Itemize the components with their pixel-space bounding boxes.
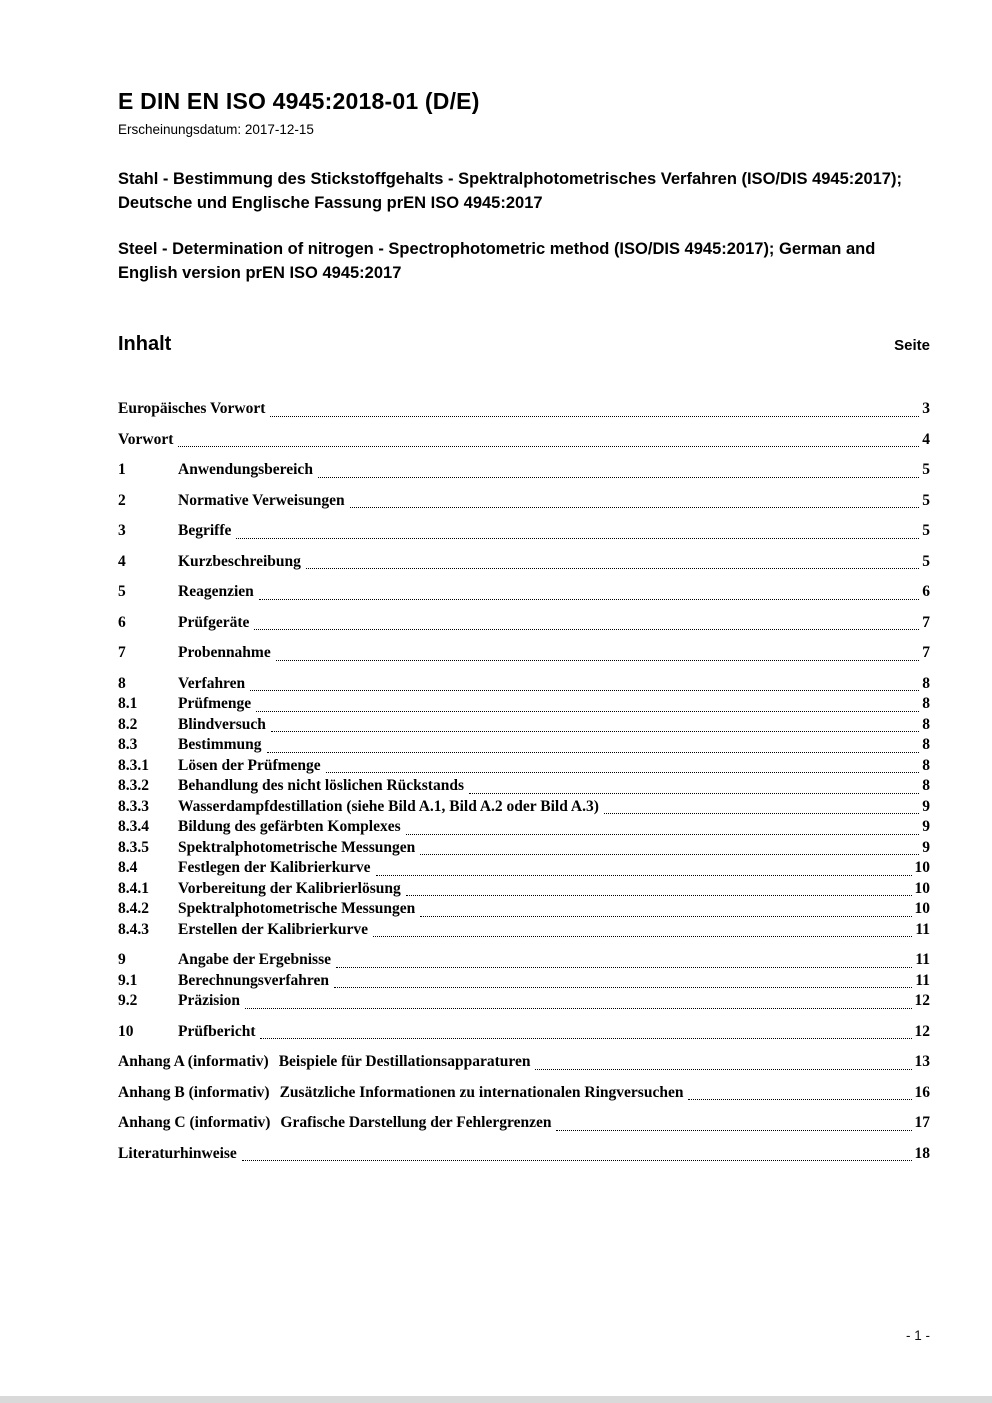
toc-leader-dots — [306, 553, 919, 570]
toc-entry-page: 8 — [922, 715, 930, 733]
toc-entry — [118, 716, 930, 737]
publication-date: Erscheinungsdatum: 2017-12-15 — [118, 122, 314, 137]
toc-entry-page: 9 — [922, 797, 930, 815]
toc-entry-label: Wasserdampfdestillation (siehe Bild A.1, Bild A.2 oder Bild A.3) — [178, 797, 599, 815]
toc-entry-number: 8.3.4 — [118, 818, 149, 835]
toc-entry — [118, 522, 930, 543]
toc-entry-number: 8 — [118, 674, 126, 692]
toc-entry-page: 17 — [914, 1114, 930, 1131]
document-title-german: Stahl - Bestimmung des Stickstoffgehalts - Spektralphotometrisches Verfahren (ISO/DIS 4945:2017); Deutsche und Englische Fassung prEN ISO 4945:2017 — [118, 170, 902, 212]
toc-entry-label: Reagenzien — [178, 583, 254, 600]
toc-entry-number: Anhang C (informativ) — [118, 1114, 271, 1131]
toc-entry-label: Zusätzliche Informationen zu internationalen Ringversuchen — [279, 1083, 684, 1101]
toc-entry-label: Erstellen der Kalibrierkurve — [178, 920, 368, 938]
toc-entry-number: 2 — [118, 491, 126, 509]
toc-entry-page: 8 — [922, 736, 930, 753]
toc-entry — [118, 1053, 930, 1074]
toc-entry-page: 3 — [922, 400, 930, 417]
toc-entry-number: 5 — [118, 583, 126, 600]
toc-entry-page: 5 — [922, 522, 930, 539]
toc-entry — [118, 695, 930, 716]
toc-entry-label: Literaturhinweise — [118, 1144, 237, 1162]
toc-entry-label: Behandlung des nicht löslichen Rückstands — [178, 777, 464, 794]
toc-leader-dots — [250, 675, 919, 692]
toc-leader-dots — [334, 972, 912, 989]
toc-entry — [118, 859, 930, 880]
toc-entry-number: 9.1 — [118, 971, 138, 989]
toc-entry-label: Kurzbeschreibung — [178, 552, 301, 570]
toc-entry-label: Verfahren — [178, 674, 246, 692]
toc-entry-label: Berechnungsverfahren — [178, 971, 329, 989]
toc-entry-number: Anhang A (informativ) — [118, 1053, 269, 1070]
toc-entry-page: 6 — [922, 583, 930, 600]
toc-leader-dots — [420, 900, 911, 917]
toc-entry-page: 13 — [914, 1053, 930, 1070]
toc-entry-number: 4 — [118, 552, 126, 570]
toc-leader-dots — [276, 644, 920, 661]
toc-leader-dots — [556, 1114, 911, 1131]
toc-header — [118, 333, 930, 356]
toc-entry-number: 6 — [118, 613, 126, 631]
toc-entry-number: 8.4 — [118, 859, 138, 876]
toc-entry — [118, 818, 930, 839]
toc-entry-label: Probennahme — [178, 644, 271, 661]
toc-entry-label: Bildung des gefärbten Komplexes — [178, 818, 401, 835]
toc-entry-label: Präzision — [178, 992, 240, 1009]
document-title-english: Steel - Determination of nitrogen - Spectrophotometric method (ISO/DIS 4945:2017); German and English version prEN ISO 4945:2017 — [118, 240, 876, 282]
toc-leader-dots — [267, 736, 920, 753]
toc-entry-label: Begriffe — [178, 522, 232, 539]
toc-entry-label: Prüfmenge — [178, 695, 252, 712]
toc-entry-label: Spektralphotometrische Messungen — [178, 838, 416, 856]
toc-leader-dots — [271, 716, 919, 733]
toc-entry — [118, 431, 930, 452]
toc-entry-page: 7 — [922, 644, 930, 661]
toc-entry-page: 9 — [922, 818, 930, 835]
toc-entry-number: 8.2 — [118, 715, 138, 733]
toc-entry-page: 11 — [915, 920, 930, 938]
toc-entry-page: 8 — [922, 695, 930, 712]
toc-entry — [118, 736, 930, 757]
footer-page-number: - 1 - — [905, 1328, 930, 1343]
toc-entry — [118, 777, 930, 798]
toc-leader-dots — [336, 951, 912, 968]
toc-entry — [118, 839, 930, 860]
toc-heading: Inhalt — [118, 333, 172, 355]
toc-entry-page: 5 — [922, 461, 930, 478]
toc-entry-page: 5 — [922, 552, 930, 570]
toc-entry — [118, 992, 930, 1013]
toc-entry-page: 11 — [915, 951, 930, 968]
page-bottom-edge — [0, 1396, 992, 1403]
toc-entry-page: 7 — [922, 613, 930, 631]
toc-leader-dots — [688, 1084, 911, 1101]
toc-leader-dots — [178, 431, 919, 448]
toc-entry-label: Vorbereitung der Kalibrierlösung — [178, 879, 401, 897]
toc-entry-label: Europäisches Vorwort — [118, 400, 266, 417]
toc-entry — [118, 1084, 930, 1105]
toc-entry-label: Anwendungsbereich — [178, 461, 313, 478]
toc-entry — [118, 675, 930, 696]
toc-entry — [118, 553, 930, 574]
toc-entry-number: 9.2 — [118, 992, 138, 1009]
toc-entry-number: 9 — [118, 951, 126, 968]
toc-leader-dots — [242, 1145, 912, 1162]
toc-leader-dots — [260, 1023, 911, 1040]
toc-leader-dots — [406, 818, 920, 835]
toc-entry-label: Bestimmung — [178, 736, 262, 753]
toc-entry-number: Anhang B (informativ) — [118, 1083, 270, 1101]
toc-entry-label: Lösen der Prüfmenge — [178, 756, 321, 774]
toc-entry — [118, 798, 930, 819]
toc-entry-number: 10 — [118, 1022, 134, 1040]
toc-leader-dots — [256, 695, 919, 712]
toc-entry-number: 8.3.2 — [118, 777, 149, 794]
toc-entry-page: 12 — [914, 992, 930, 1009]
toc-entry — [118, 951, 930, 972]
toc-entry-number: 1 — [118, 461, 126, 478]
toc-entry-label: Prüfgeräte — [178, 613, 250, 631]
toc-leader-dots — [259, 583, 919, 600]
toc-entry-page: 10 — [914, 879, 930, 897]
toc-entry-page: 10 — [914, 859, 930, 876]
toc-entry-page: 8 — [922, 756, 930, 774]
toc-entry-page: 9 — [922, 838, 930, 856]
toc-entry-label: Normative Verweisungen — [178, 491, 345, 509]
toc-entry-page: 11 — [915, 971, 930, 989]
toc-entry-number: 3 — [118, 522, 126, 539]
toc-entry-page: 4 — [922, 430, 930, 448]
toc-entry-label: Grafische Darstellung der Fehlergrenzen — [280, 1114, 552, 1131]
toc-entry — [118, 972, 930, 993]
toc-entry — [118, 921, 930, 942]
toc-leader-dots — [406, 880, 912, 897]
toc-entry-number: 8.4.1 — [118, 879, 149, 897]
toc-entry-label: Vorwort — [118, 430, 174, 448]
toc-leader-dots — [236, 522, 919, 539]
toc-entry-number: 8.4.3 — [118, 920, 149, 938]
toc-entry — [118, 583, 930, 604]
toc-entry — [118, 492, 930, 513]
toc-entry — [118, 900, 930, 921]
toc-entry-label: Prüfbericht — [178, 1022, 256, 1040]
toc-entry-number: 8.3 — [118, 736, 138, 753]
toc-entry-number: 8.3.1 — [118, 756, 149, 774]
toc-entry-label: Beispiele für Destillationsapparaturen — [278, 1053, 531, 1070]
table-of-contents — [118, 400, 930, 1165]
toc-entry — [118, 614, 930, 635]
toc-leader-dots — [376, 859, 912, 876]
toc-entry-label: Spektralphotometrische Messungen — [178, 900, 416, 917]
toc-entry — [118, 400, 930, 421]
toc-entry-label: Angabe der Ergebnisse — [178, 951, 332, 968]
toc-entry-label: Festlegen der Kalibrierkurve — [178, 859, 371, 876]
toc-leader-dots — [350, 492, 920, 509]
toc-entry-page: 8 — [922, 777, 930, 794]
toc-entry — [118, 1114, 930, 1135]
toc-entry-number: 8.4.2 — [118, 900, 149, 917]
toc-entry — [118, 880, 930, 901]
toc-page-column-label: Seite — [894, 337, 930, 354]
toc-leader-dots — [420, 839, 919, 856]
toc-leader-dots — [254, 614, 919, 631]
toc-entry-page: 12 — [914, 1022, 930, 1040]
toc-leader-dots — [326, 757, 920, 774]
toc-entry — [118, 461, 930, 482]
toc-leader-dots — [373, 921, 912, 938]
toc-entry-number: 8.3.5 — [118, 838, 149, 856]
toc-entry — [118, 757, 930, 778]
toc-entry — [118, 1023, 930, 1044]
toc-entry-page: 16 — [914, 1083, 930, 1101]
toc-entry-label: Blindversuch — [178, 715, 266, 733]
toc-entry-page: 10 — [914, 900, 930, 917]
toc-entry-page: 8 — [922, 674, 930, 692]
toc-leader-dots — [245, 992, 912, 1009]
toc-entry-number: 8.1 — [118, 695, 138, 712]
toc-entry — [118, 1145, 930, 1166]
toc-entry-number: 8.3.3 — [118, 797, 149, 815]
toc-leader-dots — [469, 777, 919, 794]
toc-entry-page: 18 — [914, 1144, 930, 1162]
toc-leader-dots — [604, 798, 919, 815]
toc-entry-number: 7 — [118, 644, 126, 661]
toc-leader-dots — [318, 461, 919, 478]
toc-leader-dots — [270, 400, 919, 417]
document-title: E DIN EN ISO 4945:2018-01 (D/E) — [118, 88, 480, 114]
toc-entry — [118, 644, 930, 665]
toc-leader-dots — [535, 1053, 911, 1070]
toc-entry-page: 5 — [922, 491, 930, 509]
